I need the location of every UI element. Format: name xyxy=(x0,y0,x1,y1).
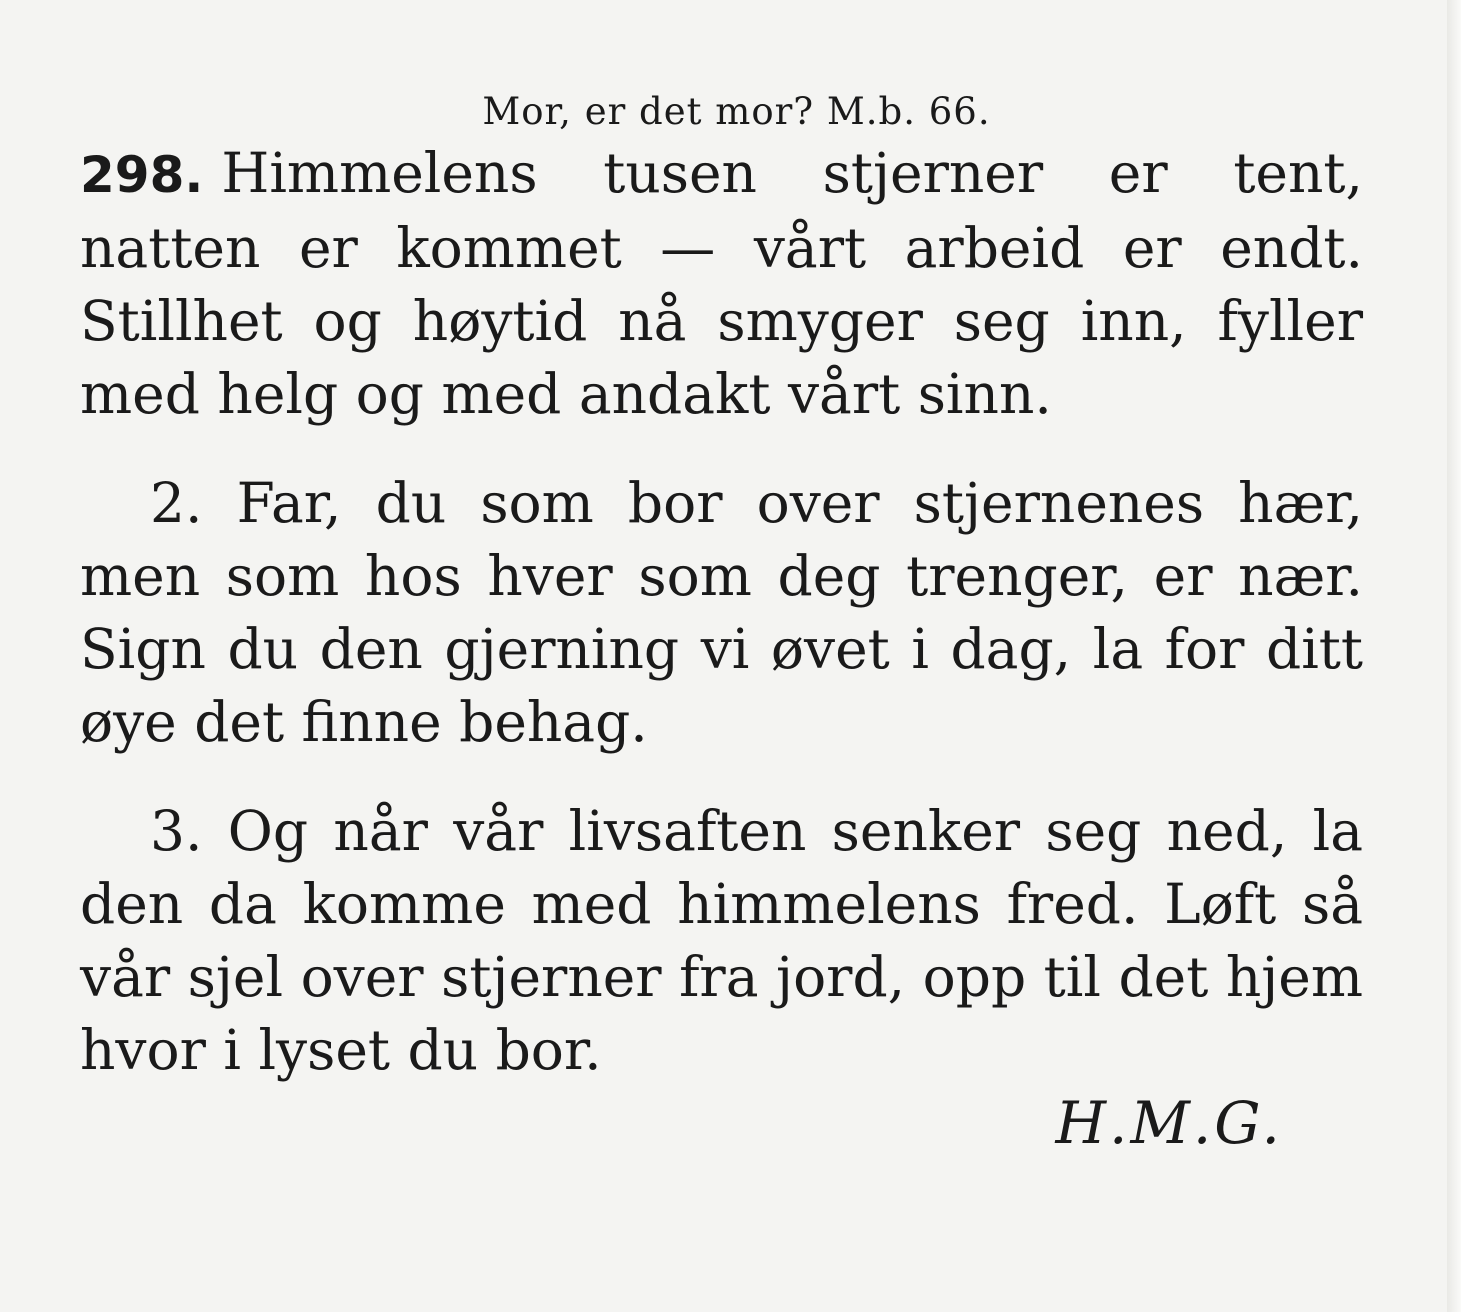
tune-reference: Mor, er det mor? M.b. 66. xyxy=(482,90,991,133)
page-edge xyxy=(1447,0,1461,1312)
verse-1 xyxy=(80,137,1363,431)
author-initials: H.M.G. xyxy=(1055,1089,1283,1157)
verse-3 xyxy=(80,795,1363,1087)
verse-gap xyxy=(80,759,1363,795)
hymn-page xyxy=(80,90,1363,1157)
verse-2-text: Far, du som bor over stjernenes hær, men som hos hver som deg trenger, er nær. Sign du den gjerning vi øvet i dag, la for ditt øye det finne behag. xyxy=(80,471,1363,754)
verse-gap xyxy=(80,431,1363,467)
hymn-number: 298. xyxy=(80,146,204,204)
verse-2-number: 2. xyxy=(150,471,203,535)
verse-3-number: 3. xyxy=(150,799,203,863)
verse-2 xyxy=(80,467,1363,759)
verse-1-text: Himmelens tusen stjerner er tent, natten er kommet — vårt arbeid er endt. Stillhet og høytid nå smyger seg inn, fyller med helg og med andakt vårt sinn. xyxy=(80,141,1363,426)
verse-3-text: Og når vår livsaften senker seg ned, la den da komme med himmelens fred. Løft så vår sjel over stjerner fra jord, opp til det hjem hvor i lyset du bor. xyxy=(80,799,1363,1082)
